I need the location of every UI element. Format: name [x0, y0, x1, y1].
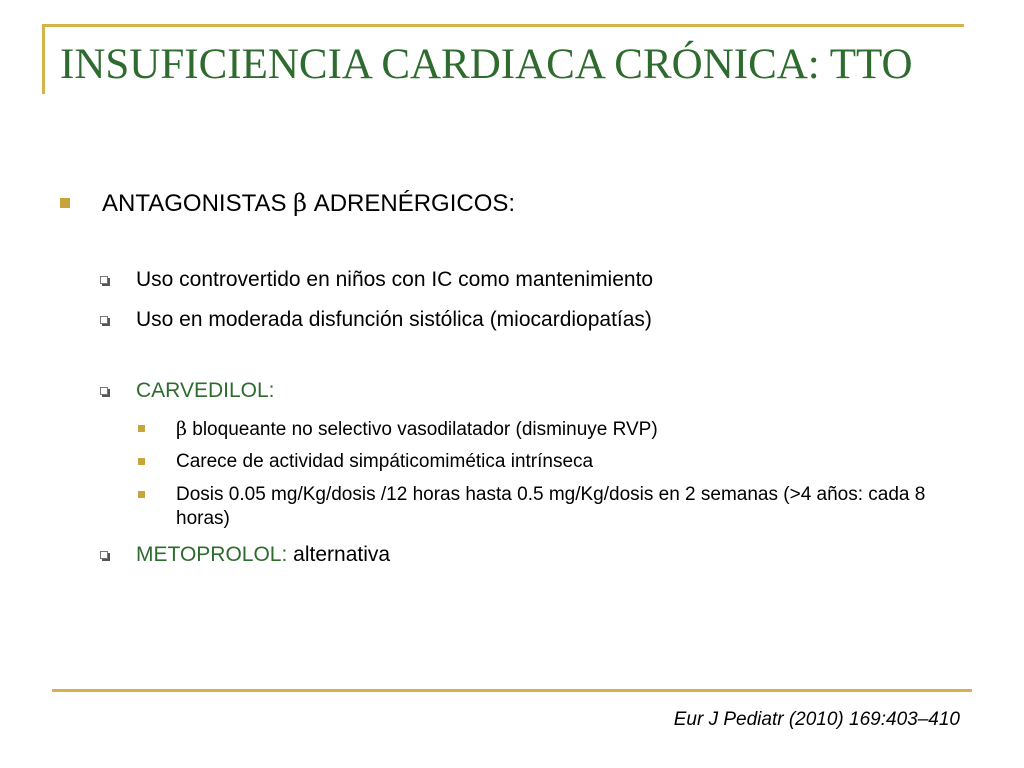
hollow-square-bullet-icon [100, 387, 108, 395]
square-bullet-icon [138, 458, 145, 465]
carvedilol-label: CARVEDILOL: [136, 379, 275, 402]
metoprolol-label: METOPROLOL: [136, 543, 288, 566]
carvedilol-point-text: Carece de actividad simpáticomimética intrínseca [176, 451, 594, 472]
top-divider [42, 24, 964, 27]
square-bullet-icon [138, 425, 145, 432]
carvedilol-point-1-text: bloqueante no selectivo vasodilatador (disminuye RVP) [192, 419, 658, 440]
list-item-text: Uso en moderada disfunción sistólica (miocardiopatías) [136, 308, 652, 331]
carvedilol-point-text: Dosis 0.05 mg/Kg/dosis /12 horas hasta 0.5 mg/Kg/dosis en 2 semanas (>4 años: cada 8 horas) [176, 484, 926, 529]
greek-beta: β [176, 418, 187, 440]
metoprolol-note: alternativa [293, 543, 391, 566]
bottom-divider [52, 689, 972, 692]
slide-title: INSUFICIENCIA CARDIACA CRÓNICA: TTO [60, 41, 913, 88]
metoprolol-text [136, 543, 390, 567]
citation: Eur J Pediatr (2010) 169:403–410 [673, 709, 960, 730]
square-bullet-icon [138, 491, 145, 498]
heading-greek-beta: β [293, 189, 308, 217]
hollow-square-bullet-icon [100, 316, 108, 324]
carvedilol-point-text [176, 417, 966, 442]
hollow-square-bullet-icon [100, 276, 108, 284]
heading-text [102, 189, 515, 218]
heading-suffix: ADRENÉRGICOS: [313, 190, 516, 217]
list-item-text: Uso controvertido en niños con IC como mantenimiento [136, 268, 654, 291]
left-accent-bar [42, 24, 45, 94]
heading-prefix: ANTAGONISTAS [102, 190, 287, 217]
hollow-square-bullet-icon [100, 551, 108, 559]
square-bullet-icon [60, 198, 70, 208]
